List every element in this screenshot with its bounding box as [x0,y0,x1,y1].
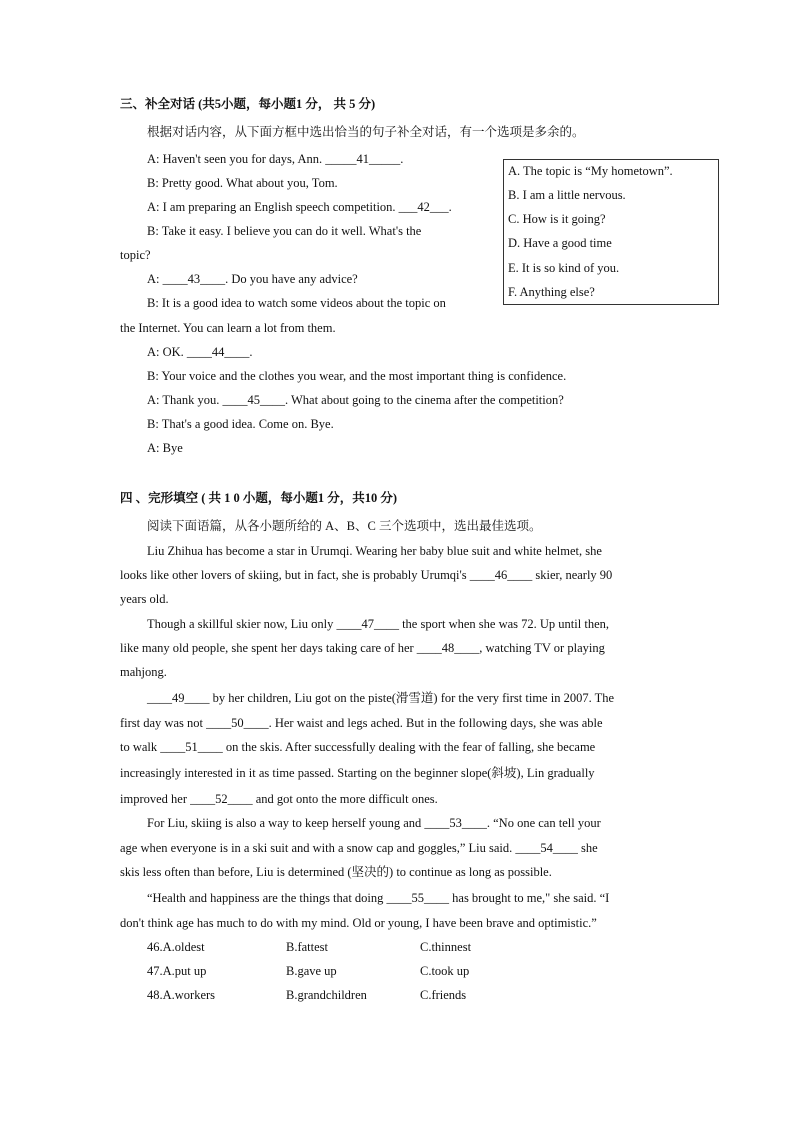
dialogue-line: A: OK. ____44____. [147,345,253,359]
dialogue-line: A: ____43____. Do you have any advice? [147,272,358,286]
choice-46-a: 46.A.oldest [147,940,205,954]
passage-line: age when everyone is in a ski suit and with a snow cap and goggles,” Liu said. ____54____ she [120,841,598,855]
dialogue-line: A: Haven't seen you for days, Ann. _____41_____. [147,152,404,166]
section-3-instruction: 根据对话内容，从下面方框中选出恰当的句子补全对话，有一个选项是多余的。 [147,125,585,139]
dialogue-line: A: Thank you. ____45____. What about going to the cinema after the competition? [147,393,564,407]
passage-line: like many old people, she spent her days taking care of her ____48____, watching TV or playing [120,641,605,655]
option-e: E. It is so kind of you. [508,261,620,275]
dialogue-line: B: Pretty good. What about you, Tom. [147,176,338,190]
option-a: A. The topic is “My hometown”. [508,164,673,178]
section-4-heading: 四 、完形填空 ( 共 1 0 小题，每小题1 分，共10 分) [120,491,398,505]
passage-line: Liu Zhihua has become a star in Urumqi. Wearing her baby blue suit and white helmet, she [147,544,602,558]
section-4-instruction: 阅读下面语篇，从各小题所给的 A、B、C 三个选项中，选出最佳选项。 [147,519,542,533]
passage-line: improved her ____52____ and got onto the more difficult ones. [120,792,438,806]
passage-line: looks like other lovers of skiing, but in fact, she is probably Urumqi's ____46____ skier, nearly 90 [120,568,613,582]
passage-line: increasingly interested in it as time passed. Starting on the beginner slope(斜坡), Lin gradually [120,766,595,780]
choice-48-a: 48.A.workers [147,988,216,1002]
choice-46-c: C.thinnest [420,940,472,954]
dialogue-line: B: Take it easy. I believe you can do it well. What's the [147,224,422,238]
option-d: D. Have a good time [508,236,612,250]
choice-48-c: C.friends [420,988,467,1002]
passage-line: to walk ____51____ on the skis. After successfully dealing with the fear of falling, she became [120,740,596,754]
dialogue-line: B: It is a good idea to watch some videos about the topic on [147,296,446,310]
passage-line: For Liu, skiing is also a way to keep herself young and ____53____. “No one can tell your [147,816,601,830]
section-3-heading: 三、补全对话 (共5小题，每小题1 分， 共 5 分) [120,97,376,111]
passage-line: “Health and happiness are the things that doing ____55____ has brought to me," she said. “I [147,891,610,905]
choice-46-b: B.fattest [286,940,329,954]
passage-line: first day was not ____50____. Her waist and legs ached. But in the following days, she was able [120,716,603,730]
passage-line: years old. [120,592,169,606]
options-box [503,159,719,305]
option-c: C. How is it going? [508,212,606,226]
passage-line: skis less often than before, Liu is determined (坚决的) to continue as long as possible. [120,865,552,879]
choice-47-b: B.gave up [286,964,337,978]
dialogue-line: A: I am preparing an English speech competition. ___42___. [147,200,452,214]
passage-line: ____49____ by her children, Liu got on the piste(滑雪道) for the very first time in 2007. The [147,691,615,705]
dialogue-line: topic? [120,248,151,262]
choice-47-c: C.took up [420,964,470,978]
passage-line: mahjong. [120,665,167,679]
dialogue-line: B: Your voice and the clothes you wear, and the most important thing is confidence. [147,369,567,383]
dialogue-line: B: That's a good idea. Come on. Bye. [147,417,334,431]
dialogue-line: A: Bye [147,441,183,455]
dialogue-line: the Internet. You can learn a lot from them. [120,321,336,335]
option-b: B. I am a little nervous. [508,188,626,202]
choice-47-a: 47.A.put up [147,964,207,978]
option-f: F. Anything else? [508,285,595,299]
passage-line: don't think age has much to do with my mind. Old or young, I have been brave and optimistic.” [120,916,597,930]
passage-line: Though a skillful skier now, Liu only ____47____ the sport when she was 72. Up until then, [147,617,609,631]
choice-48-b: B.grandchildren [286,988,367,1002]
